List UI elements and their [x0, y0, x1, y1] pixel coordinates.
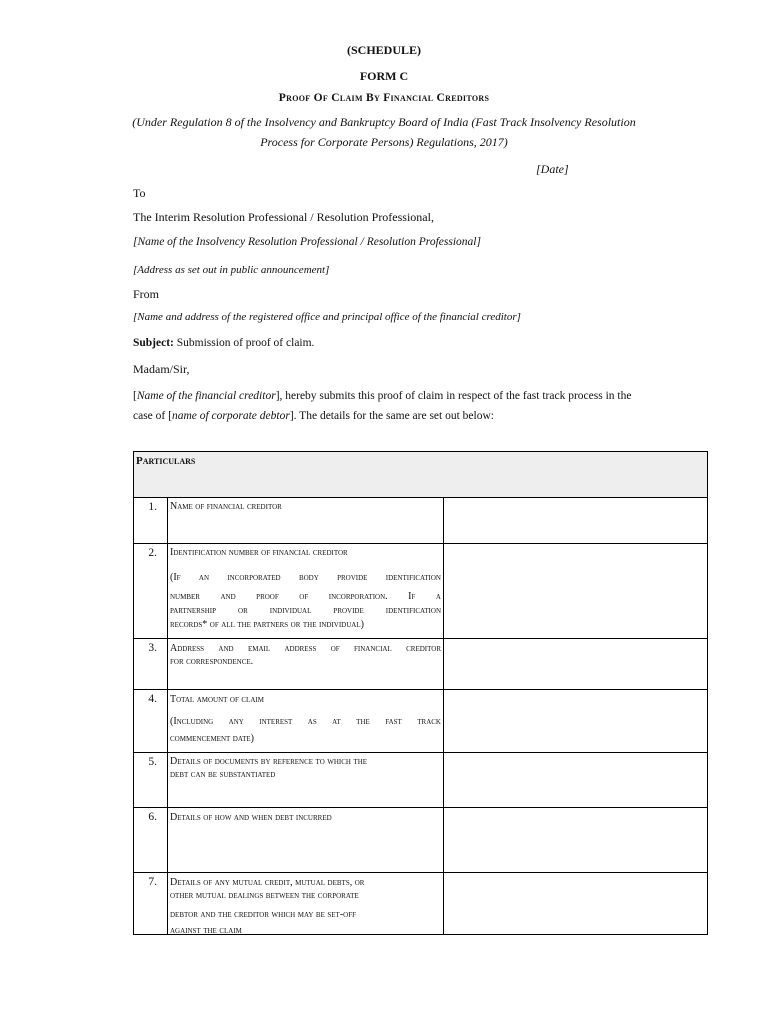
- body-text: [: [133, 390, 137, 402]
- particular-cell: [167, 752, 444, 807]
- particular-cell: [167, 497, 444, 543]
- form-heading: FORM C: [359, 69, 409, 83]
- value-cell[interactable]: [444, 872, 707, 934]
- table-row: [134, 752, 707, 808]
- table-row: [134, 689, 707, 753]
- table-row: [134, 807, 707, 873]
- to-label: To: [133, 186, 146, 200]
- form-title: Proof Of Claim By Financial Creditors: [278, 92, 490, 104]
- particular-text: Address and email address of financial creditor: [170, 643, 441, 654]
- subject-label: Subject:: [133, 337, 174, 349]
- value-cell[interactable]: [444, 543, 707, 638]
- particular-text: number and proof of incorporation. If a: [170, 591, 441, 602]
- particular-text: commencement date): [170, 733, 254, 744]
- particulars-table: [133, 451, 708, 935]
- particular-cell: [167, 689, 444, 752]
- subject-text: Submission of proof of claim.: [173, 337, 315, 349]
- particular-text: Total amount of claim: [170, 694, 264, 705]
- regulation-line-1: (Under Regulation 8 of the Insolvency and Bankruptcy Board of India (Fast Track Insolvency Resolution: [132, 115, 636, 129]
- value-cell[interactable]: [444, 638, 707, 689]
- row-number: 1.: [148, 501, 157, 513]
- particular-text: against the claim: [170, 925, 242, 936]
- particular-text: (If an incorporated body provide identification: [170, 572, 441, 583]
- particular-cell: [167, 638, 444, 689]
- row-number: 4.: [148, 693, 157, 705]
- table-row: [134, 872, 707, 934]
- salutation: Madam/Sir,: [133, 362, 190, 376]
- from-label: From: [133, 287, 160, 301]
- particular-text: records* of all the partners or the individual): [170, 619, 364, 630]
- table-row: [134, 638, 707, 690]
- table-row: [134, 543, 707, 639]
- body-text: ], hereby submits this proof of claim in respect of the fast track process in the: [275, 390, 632, 402]
- row-number: 2.: [148, 547, 157, 559]
- addressee: The Interim Resolution Professional / Resolution Professional,: [133, 210, 434, 224]
- schedule-heading: (SCHEDULE): [346, 43, 421, 57]
- date-placeholder: [Date]: [536, 162, 569, 176]
- body-text: ]. The details for the same are set out below:: [289, 410, 494, 422]
- debtor-name-placeholder: name of corporate debtor: [171, 410, 290, 422]
- regulation-line-2: Process for Corporate Persons) Regulations, 2017): [260, 135, 508, 149]
- row-number: 3.: [148, 642, 157, 654]
- subject-line: [133, 336, 314, 350]
- table-header: [134, 452, 707, 498]
- particular-text: Details of any mutual credit, mutual debts, or: [170, 877, 365, 888]
- creditor-address-placeholder: [Name and address of the registered office and principal office of the financial creditor]: [133, 311, 521, 323]
- particular-text: for correspondence.: [170, 656, 254, 667]
- row-number: 6.: [148, 811, 157, 823]
- row-number: 7.: [148, 876, 157, 888]
- particular-cell: [167, 807, 444, 872]
- particular-text: debtor and the creditor which may be set-off: [170, 909, 356, 920]
- particular-text: debt can be substantiated: [170, 769, 276, 780]
- particular-cell: [167, 872, 444, 934]
- table-header-label: Particulars: [136, 455, 196, 467]
- address-placeholder: [Address as set out in public announcement]: [133, 264, 330, 276]
- body-line-2: [133, 409, 494, 423]
- body-text: case of [: [133, 410, 172, 422]
- particular-text: Identification number of financial creditor: [170, 547, 348, 558]
- particular-text: other mutual dealings between the corporate: [170, 890, 359, 901]
- value-cell[interactable]: [444, 497, 707, 543]
- creditor-name-placeholder: Name of the financial creditor: [136, 390, 276, 402]
- row-number: 5.: [148, 756, 157, 768]
- table-row: [134, 497, 707, 544]
- particular-text: (Including any interest as at the fast track: [170, 716, 441, 727]
- value-cell[interactable]: [444, 689, 707, 752]
- particular-text: Details of documents by reference to which the: [170, 756, 368, 767]
- value-cell[interactable]: [444, 752, 707, 807]
- body-line-1: [133, 389, 631, 403]
- particular-cell: [167, 543, 444, 638]
- particular-text: Details of how and when debt incurred: [170, 812, 332, 823]
- value-cell[interactable]: [444, 807, 707, 872]
- particular-text: Name of financial creditor: [170, 501, 282, 512]
- particular-text: partnership or individual provide identification: [170, 605, 441, 616]
- professional-name-placeholder: [Name of the Insolvency Resolution Professional / Resolution Professional]: [133, 236, 481, 248]
